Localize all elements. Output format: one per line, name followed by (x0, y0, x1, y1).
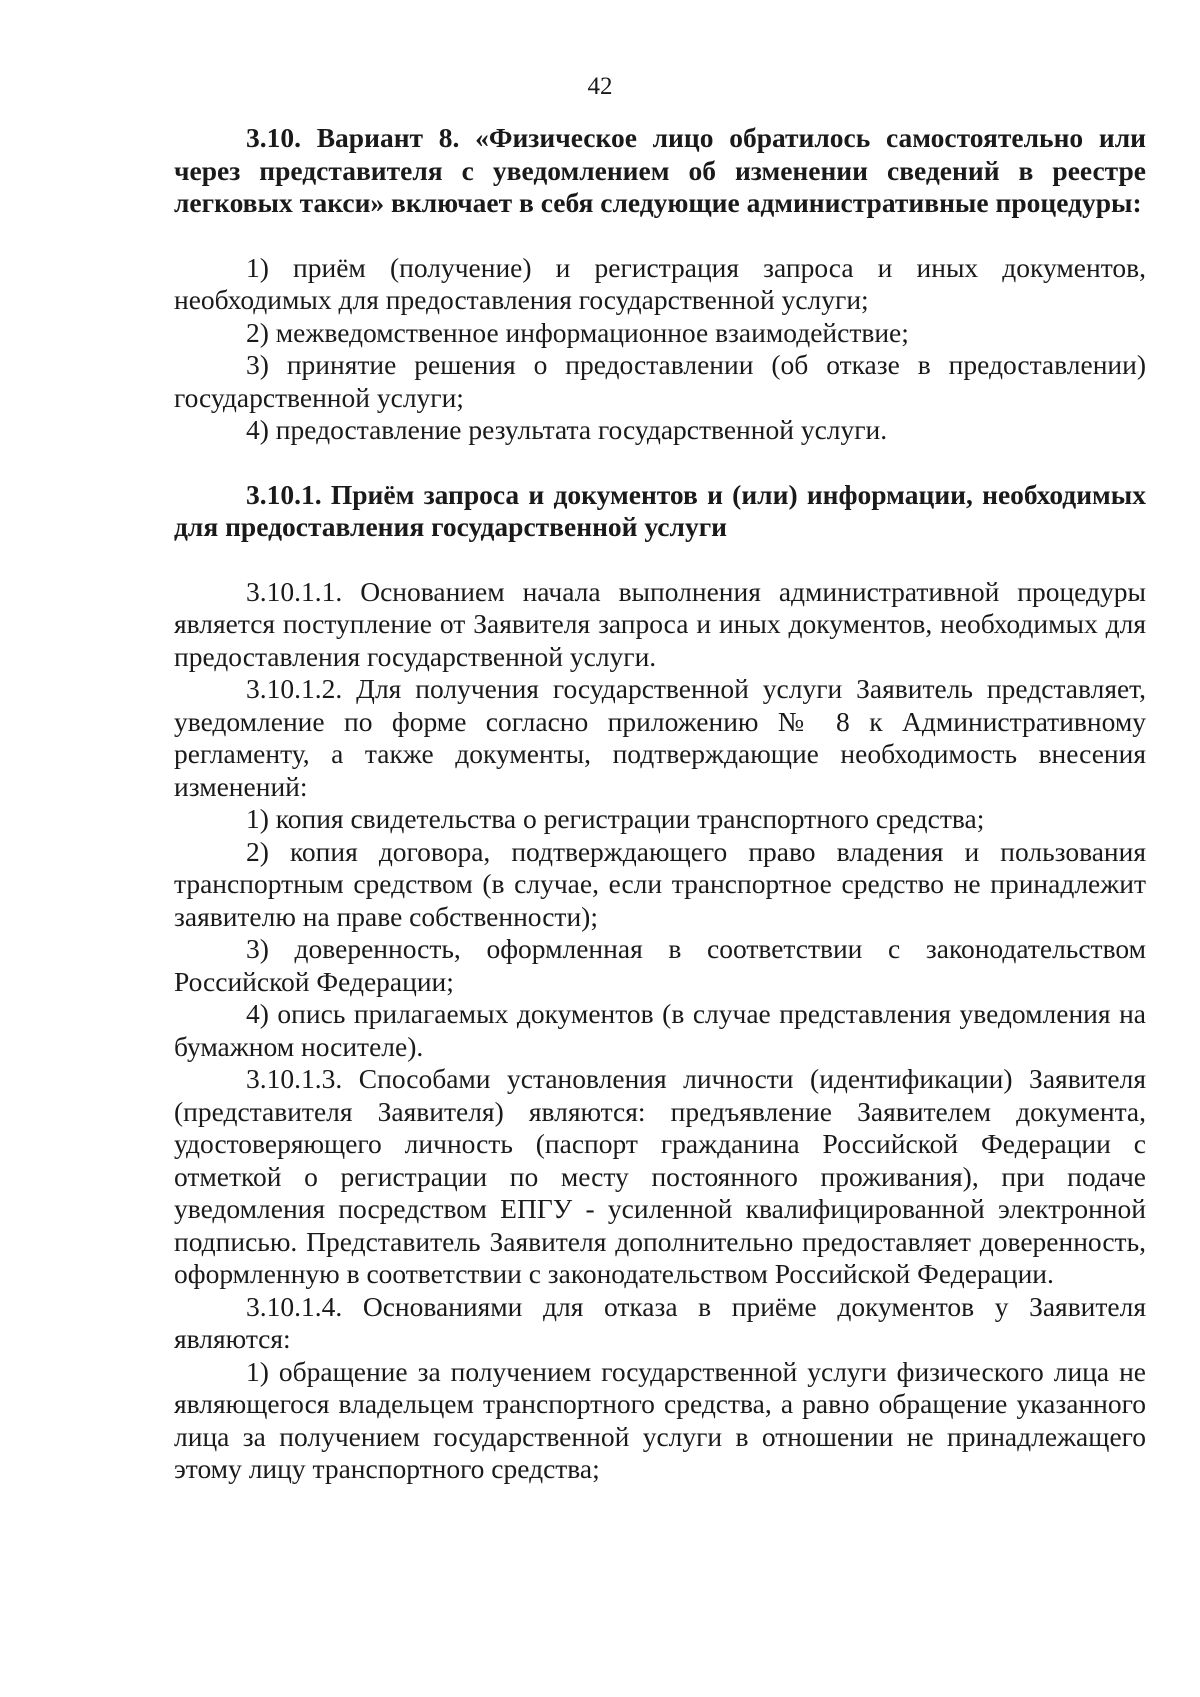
section-heading-3-10-1: 3.10.1. Приём запроса и документов и (или) информации, необходимых для предоставления государственной услуги (174, 478, 1146, 542)
paragraph-3-10-1-3: 3.10.1.3. Способами установления личности (идентификации) Заявителя (представителя Заявителя) являются: предъявление Заявителем документа, удостоверяющего личность (паспорт гражданина Российской Федерации с отметкой о регистрации по месту постоянного проживания), при подаче уведомления посредством ЕПГУ - усиленной квалифицированной электронной подписью. Представитель Заявителя дополнительно предоставляет доверенность, оформленную в соответствии с законодательством Российской Федерации. (174, 1063, 1146, 1289)
procedure-item-4: 4) предоставление результата государственной услуги. (246, 414, 888, 445)
document-item-3: 3) доверенность, оформленная в соответствии с законодательством Российской Федерации; (174, 933, 1146, 997)
document-body (174, 122, 1146, 1486)
procedure-item-1: 1) приём (получение) и регистрация запроса и иных документов, необходимых для предоставления государственной услуги; (174, 251, 1146, 315)
paragraph-3-10-1-1: 3.10.1.1. Основанием начала выполнения административной процедуры является поступление от Заявителя запроса и иных документов, необходимых для предоставления государственной услуги. (174, 575, 1146, 672)
paragraph-3-10-1-2: 3.10.1.2. Для получения государственной услуги Заявитель представляет, уведомление по форме согласно приложению № 8 к Административному регламенту, а также документы, подтверждающие необходимость внесения изменений: (174, 673, 1146, 802)
procedure-item-2: 2) межведомственное информационное взаимодействие; (246, 316, 909, 348)
document-item-4: 4) опись прилагаемых документов (в случае представления уведомления на бумажном носителе). (174, 998, 1146, 1062)
document-item-2: 2) копия договора, подтверждающего право владения и пользования транспортным средством (в случае, если транспортное средство не принадлежит заявителю на праве собственности); (174, 835, 1146, 932)
document-item-1: 1) копия свидетельства о регистрации транспортного средства; (246, 803, 985, 834)
paragraph-3-10-1-4: 3.10.1.4. Основаниями для отказа в приёме документов у Заявителя являются: (174, 1290, 1146, 1354)
page-number: 42 (587, 73, 613, 100)
refusal-ground-item-1: 1) обращение за получением государственной услуги физического лица не являющегося владельцем транспортного средства, а равно обращение указанного лица за получением государственной услуги в отношении не принадлежащего этому лицу транспортного средства; (174, 1355, 1146, 1484)
procedure-item-3: 3) принятие решения о предоставлении (об отказе в предоставлении) государственной услуги; (174, 349, 1146, 413)
section-heading-3-10: 3.10. Вариант 8. «Физическое лицо обратилось самостоятельно или через представителя с уведомлением об изменении сведений в реестре легковых такси» включает в себя следующие административные процедуры: (174, 122, 1146, 218)
